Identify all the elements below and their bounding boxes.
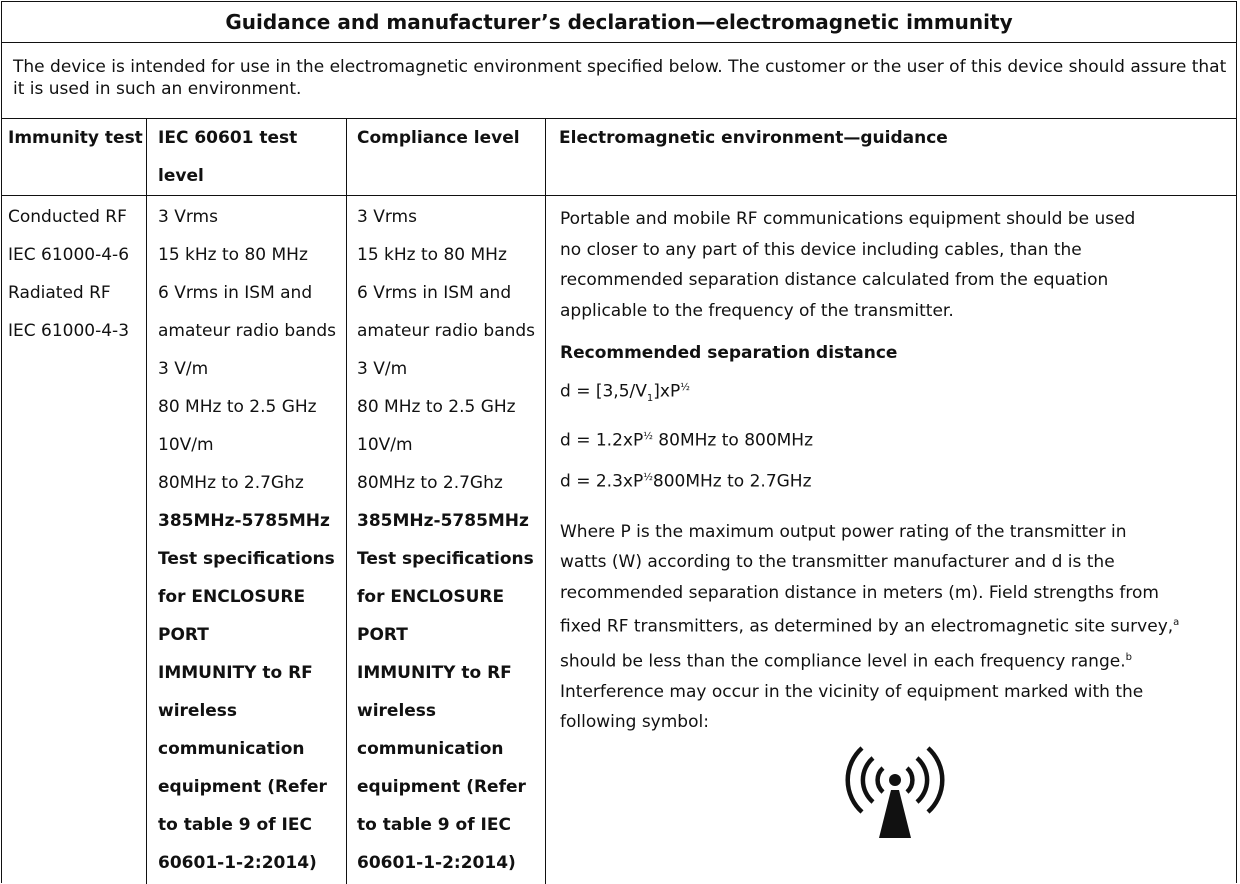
iec-level-column bbox=[158, 198, 336, 882]
compliance-line: 3 V/m bbox=[357, 359, 408, 379]
guidance-para2-line: should be less than the compliance level in each frequency range.$^b$ bbox=[560, 651, 1132, 672]
immunity-line: IEC 61000-4-3 bbox=[8, 321, 130, 341]
compliance-line: wireless bbox=[357, 701, 437, 721]
compliance-line: IMMUNITY to RF bbox=[357, 663, 512, 683]
immunity-test-column bbox=[8, 198, 129, 350]
compliance-line: to table 9 of IEC bbox=[357, 815, 511, 835]
compliance-line: 3 Vrms bbox=[357, 207, 417, 227]
guidance-para2-line: recommended separation distance in meters (m). Field strengths from bbox=[560, 582, 1159, 603]
compliance-line: 10V/m bbox=[357, 435, 413, 455]
guidance-para1-line: applicable to the frequency of the transmitter. bbox=[560, 300, 954, 321]
iec-line: Test specifications bbox=[158, 549, 335, 569]
iec-line: amateur radio bands bbox=[158, 321, 337, 341]
divider-title bbox=[2, 42, 1236, 43]
immunity-line: Conducted RF bbox=[8, 207, 127, 227]
compliance-line: for ENCLOSURE bbox=[357, 587, 505, 607]
compliance-line: Test specifications bbox=[357, 549, 534, 569]
iec-line: equipment (Refer bbox=[158, 777, 327, 797]
header-immunity-test: Immunity test bbox=[8, 128, 143, 148]
compliance-line: 60601-1-2:2014) bbox=[357, 853, 516, 873]
non-ionizing-radiation-icon bbox=[840, 742, 950, 842]
guidance-para2-line: watts (W) according to the transmitter manufacturer and d is the bbox=[560, 552, 1115, 573]
iec-line: 6 Vrms in ISM and bbox=[158, 283, 313, 303]
iec-line: 10V/m bbox=[158, 435, 214, 455]
guidance-para2-line: Where P is the maximum output power rating of the transmitter in bbox=[560, 521, 1127, 542]
iec-line: IMMUNITY to RF bbox=[158, 663, 313, 683]
compliance-line: amateur radio bands bbox=[357, 321, 536, 341]
equation-3: $d = 2.3xP^{\frac{1}{2}}800MHz$ to 2.7GHz bbox=[560, 471, 812, 492]
iec-line: 385MHz-5785MHz bbox=[158, 511, 330, 531]
intro-text: The device is intended for use in the electromagnetic environment specified below. The customer or the user of this device should assure that it is used in such an environment. bbox=[13, 57, 1227, 99]
header-guidance: Electromagnetic environment—guidance bbox=[559, 128, 948, 148]
iec-line: PORT bbox=[158, 625, 209, 645]
immunity-line: IEC 61000-4-6 bbox=[8, 245, 130, 265]
iec-line: 15 kHz to 80 MHz bbox=[158, 245, 308, 265]
declaration-table bbox=[1, 1, 1237, 883]
compliance-line: 6 Vrms in ISM and bbox=[357, 283, 512, 303]
iec-line: 80 MHz to 2.5 GHz bbox=[158, 397, 317, 417]
iec-line: wireless bbox=[158, 701, 238, 721]
compliance-line: PORT bbox=[357, 625, 408, 645]
compliance-line: 80 MHz to 2.5 GHz bbox=[357, 397, 516, 417]
divider-header bbox=[2, 195, 1236, 196]
compliance-line: 385MHz-5785MHz bbox=[357, 511, 529, 531]
guidance-para2-line: Interference may occur in the vicinity of equipment marked with the bbox=[560, 681, 1144, 702]
guidance-para2-line: following symbol: bbox=[560, 712, 709, 733]
compliance-level-column bbox=[357, 198, 535, 882]
table-title: Guidance and manufacturer’s declaration—electromagnetic immunity bbox=[225, 10, 1013, 34]
guidance-para1-line: Portable and mobile RF communications equipment should be used bbox=[560, 209, 1136, 229]
guidance-para1-line: recommended separation distance calculated from the equation bbox=[560, 270, 1109, 290]
column-divider-3 bbox=[545, 118, 546, 884]
compliance-line: equipment (Refer bbox=[357, 777, 526, 797]
guidance-para1-line: no closer to any part of this device including cables, than the bbox=[560, 239, 1082, 260]
guidance-para2-line: fixed RF transmitters, as determined by an electromagnetic site survey,$^a$ bbox=[560, 617, 1180, 638]
immunity-line: Radiated RF bbox=[8, 283, 111, 303]
iec-line: to table 9 of IEC bbox=[158, 815, 312, 835]
compliance-line: 80MHz to 2.7Ghz bbox=[357, 473, 503, 493]
iec-line: 3 Vrms bbox=[158, 207, 218, 227]
iec-line: for ENCLOSURE bbox=[158, 587, 306, 607]
header-compliance-level: Compliance level bbox=[357, 128, 520, 148]
header-iec-level bbox=[158, 119, 297, 195]
equation-1: $d = [3,5/V_1]xP^{\frac{1}{2}}$ bbox=[560, 381, 690, 404]
iec-line: 60601-1-2:2014) bbox=[158, 853, 317, 873]
compliance-line: 15 kHz to 80 MHz bbox=[357, 245, 507, 265]
guidance-column bbox=[560, 204, 1230, 738]
column-divider-2 bbox=[346, 118, 347, 884]
compliance-line: communication bbox=[357, 739, 504, 759]
iec-line: 3 V/m bbox=[158, 359, 209, 379]
column-divider-1 bbox=[146, 118, 147, 884]
header-iec-level-line2: level bbox=[158, 166, 204, 186]
equation-2: $d = 1.2xP^{\frac{1}{2}}$ 80MHz to 800MHz bbox=[560, 430, 814, 451]
iec-line: communication bbox=[158, 739, 305, 759]
iec-line: 80MHz to 2.7Ghz bbox=[158, 473, 304, 493]
separation-distance-heading: Recommended separation distance bbox=[560, 343, 898, 363]
header-iec-level-line1: IEC 60601 test bbox=[158, 128, 298, 148]
